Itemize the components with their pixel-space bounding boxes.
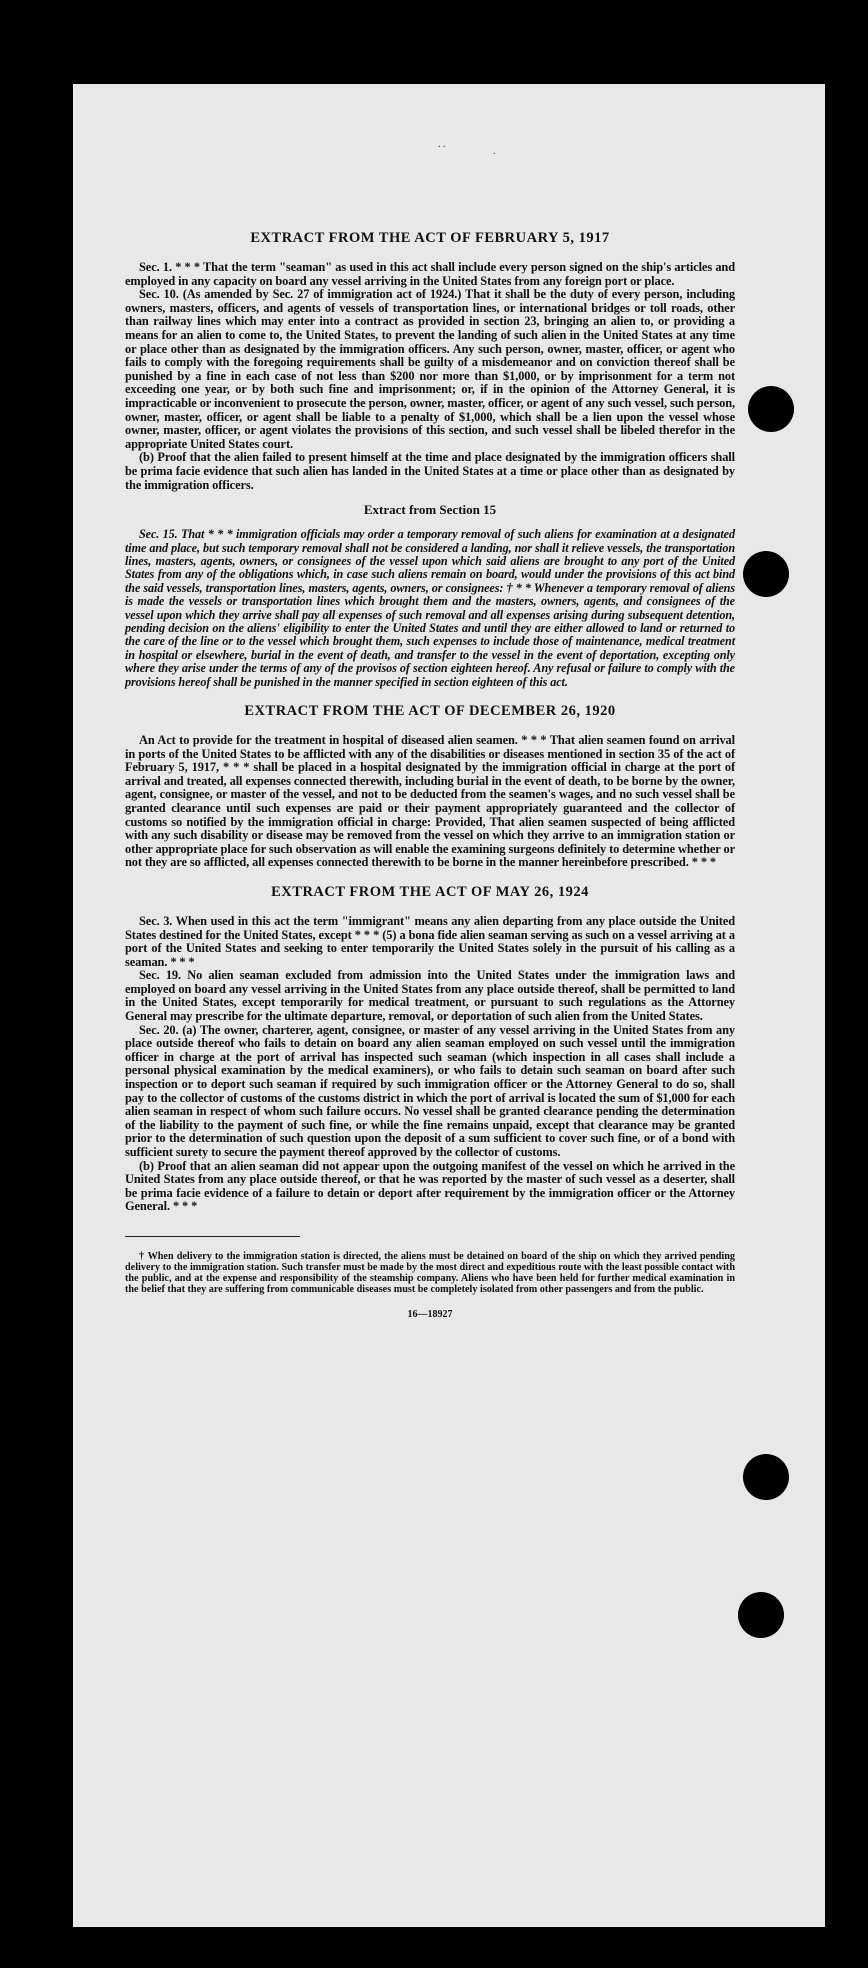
paragraph: Sec. 3. When used in this act the term "immigrant" means any alien departing from any place outside the United States destined for the United States, except * * * (5) a bona fide alien seaman serving as such on a vessel arriving at a port of the United States and seeking to enter temporarily the United States solely in the pursuit of his calling as a seaman. * * *	[125, 913, 735, 969]
section-heading: EXTRACT FROM THE ACT OF FEBRUARY 5, 1917	[250, 230, 610, 246]
footnote-divider	[125, 1236, 300, 1237]
italic-paragraph: Sec. 15. That * * * immigration officials may order a temporary removal of such aliens for examination at a designated time and place, but such temporary removal shall not be considered a landing, nor shall it relieve vessels, the transportation lines, masters, agents, owners, or consignees of the vessel upon which said aliens are brought to any port of the United States from any of the obligations which, in case such aliens remain on board, would under the provisions of this act bind the said vessels, transportation lines, masters, agents, owners, or consignees: † * * Whenever a temporary removal of aliens is made the vessels or transportation lines which brought them and the masters, owners, agents, and consignees of the vessel upon which they arrive shall pay all expenses of such removal and all expenses arising during subsequent detention, pending decision on the aliens' eligibility to enter the United States and until they are either allowed to land or returned to the care of the line or to the vessel which brought them, such expenses to include those of maintenance, medical treatment in hospital or elsewhere, burial in the event of death, and transfer to the vessel in the event of deportation, excepting only where they arise under the terms of any of the provisos of section eighteen hereof. Any refusal or failure to comply with the provisions hereof shall be punished in the manner specified in section eighteen of this act.	[125, 527, 735, 689]
paragraph: An Act to provide for the treatment in hospital of diseased alien seamen. * * * That alien seamen found on arrival in ports of the United States to be afflicted with any of the disabilities or diseases mentioned in section 35 of the act of February 5, 1917, * * * shall be placed in a hospital designated by the immigration official in charge at the port of arrival and treated, all expenses connected therewith, including burial in the event of death, to be borne by the owner, agent, consignee, or master of the vessel, and not to be deducted from the seamen's wages, and no such vessel shall be granted clearance until such expenses are paid or their payment appropriately guaranteed and the collector of customs so notified by the immigration official in charge: Provided, That alien seamen suspected of being afflicted with any such disability or disease may be removed from the vessel on which they arrive to an immigration station or other appropriate place for such observation as will enable the examining surgeons definitely to determine whether or not they are so afflicted, all expenses connected therewith to be borne in the manner hereinbefore prescribed. * * *	[125, 732, 735, 870]
punch-hole	[738, 1592, 784, 1638]
paragraph: Sec. 10. (As amended by Sec. 27 of immigration act of 1924.) That it shall be the duty of every person, including owners, masters, officers, and agents of vessels of transportation lines, or international bridges or toll roads, other than railway lines which may enter into a contract as provided in section 23, bringing an alien to, or providing a means for an alien to come to, the United States, to prevent the landing of such alien in the United States at any time or place other than as designated by the immigration officers. Any such person, owner, master, officer, or agent who fails to comply with the foregoing requirements shall be guilty of a misdemeanor and on conviction thereof shall be punished by a fine in each case of not less than $200 nor more than $1,000, or by imprisonment for a term not exceeding one year, or by both such fine and imprisonment; or, if in the opinion of the Attorney General, it is impracticable or inconvenient to prosecute the person, owner, master, officer, or agent of any such vessel, such person, owner, master, officer, or agent shall be liable to a penalty of $1,000, which shall be a lien upon the vessel whose owner, master, officer, or agent violates the provisions of this section, and such vessel shall be libeled therefor in the appropriate United States court.	[125, 287, 735, 451]
paragraph: Sec. 19. No alien seaman excluded from admission into the United States under the immigration laws and employed on board any vessel arriving in the United States from any place outside thereof, shall be permitted to land in the United States, except temporarily for medical treatment, or pursuant to such regulations as the Attorney General may prescribe for the ultimate departure, removal, or deportation of such alien from the United States.	[125, 968, 735, 1024]
paragraph: Sec. 20. (a) The owner, charterer, agent, consignee, or master of any vessel arriving in the United States from any place outside thereof who fails to detain on board any alien seaman employed on such vessel until the immigration officer in charge at the port of arrival has inspected such seaman (which inspection in all cases shall include a personal physical examination by the medical examiners), or who fails to detain such seaman on board after such inspection or to deport such seaman if required by such immigration officer or the Attorney General to do so, shall pay to the collector of customs of the customs district in which the port of arrival is located the sum of $1,000 for each alien seaman in respect of whom such failure occurs. No vessel shall be granted clearance pending the determination of the liability to the payment of such fine, or while the fine remains unpaid, except that clearance may be granted prior to the determination of such question upon the deposit of a sum sufficient to cover such fine, or of a bond with sufficient surety to secure the payment thereof approved by the collector of customs.	[125, 1022, 735, 1159]
section-heading: EXTRACT FROM THE ACT OF MAY 26, 1924	[271, 883, 589, 900]
speck-mark: . .	[438, 139, 446, 150]
speck-mark: .	[493, 146, 496, 157]
page-number: 16—18927	[407, 1308, 453, 1320]
section-heading: EXTRACT FROM THE ACT OF DECEMBER 26, 1920	[244, 702, 616, 719]
section-subheading: Extract from Section 15	[363, 502, 497, 518]
paragraph: (b) Proof that an alien seaman did not appear upon the outgoing manifest of the vessel on which he arrived in the United States from any place outside thereof, or that he was reported by the master of such vessel as a deserter, shall be prima facie evidence of a failure to detain or deport after requirement by the immigration officer or the Attorney General. * * *	[125, 1158, 735, 1214]
punch-hole	[748, 386, 794, 432]
paragraph: Sec. 1. * * * That the term "seaman" as used in this act shall include every person signed on the ship's articles and employed in any capacity on board any vessel arriving in the United States from any foreign port or place.	[125, 260, 735, 288]
paragraph: (b) Proof that the alien failed to present himself at the time and place designated by the immigration officers shall be prima facie evidence that such alien has landed in the United States at a time or place other than as designated by the immigration officers.	[125, 450, 735, 492]
punch-hole	[743, 551, 789, 597]
footnote: † When delivery to the immigration station is directed, the aliens must be detained on board of the ship on which they arrived pending delivery to the immigration station. Such transfer must be made by the most direct and expeditious route with the least possible contact with the public, and at the expense and responsibility of the steamship company. Aliens who have been held for further medical examination in the belief that they are suffering from communicable diseases must be completely isolated from other passengers and from the public.	[125, 1250, 735, 1295]
punch-hole	[743, 1454, 789, 1500]
text-column	[125, 230, 735, 1320]
document-page	[73, 84, 825, 1927]
